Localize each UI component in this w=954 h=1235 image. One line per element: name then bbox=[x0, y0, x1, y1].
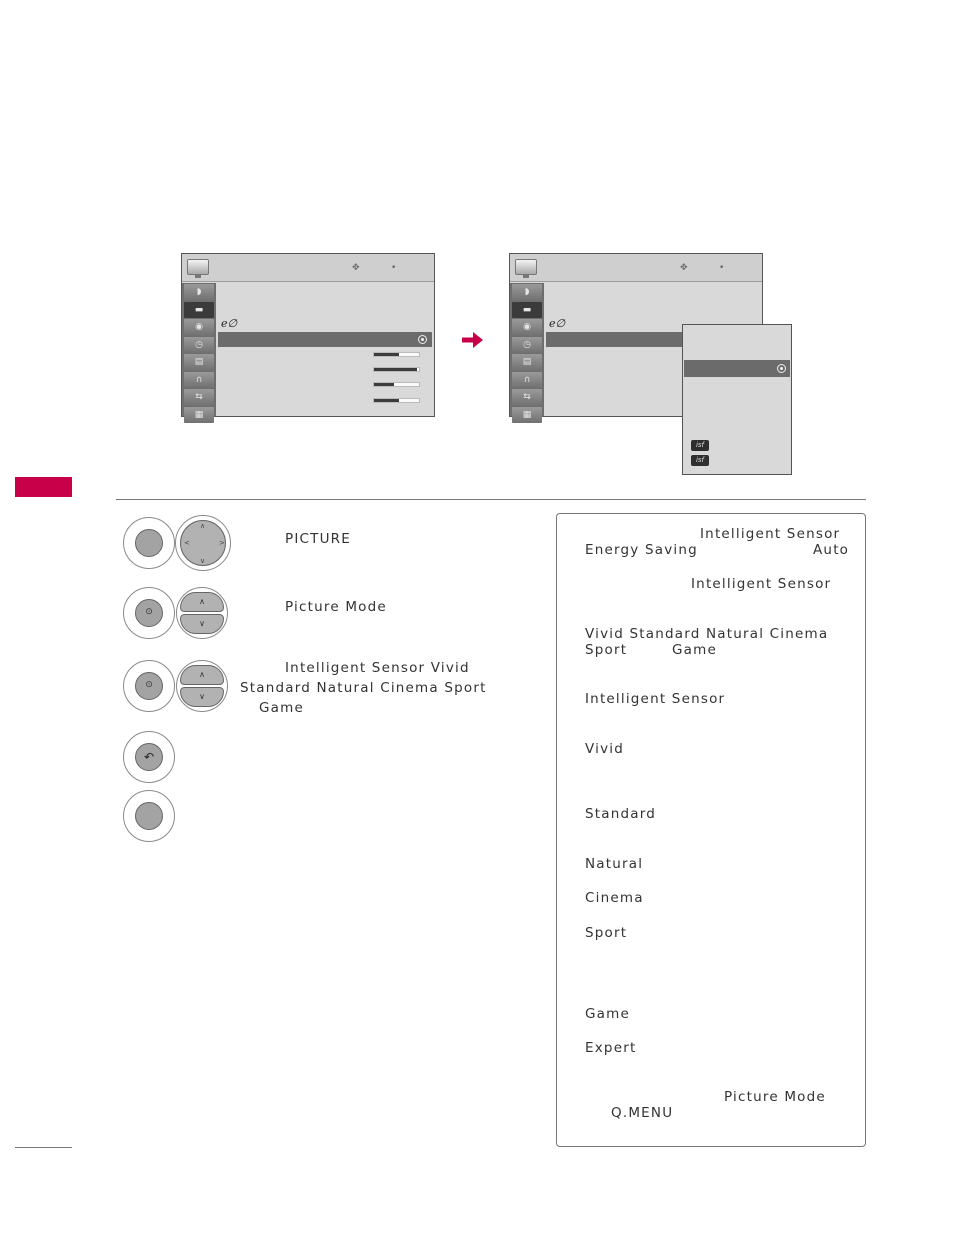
step-1-text: PICTURE bbox=[285, 531, 351, 547]
note-modes-game: Game bbox=[672, 642, 717, 658]
up-down-buttons[interactable] bbox=[176, 660, 228, 712]
option-icon: ▤ bbox=[184, 354, 214, 371]
note-intro-line-1: Intelligent Sensor bbox=[700, 526, 841, 542]
enter-icon: • bbox=[719, 263, 725, 273]
note-expert: Expert bbox=[585, 1040, 637, 1056]
level-bar bbox=[373, 398, 420, 403]
radio-selected-icon bbox=[777, 364, 786, 373]
menu-button[interactable] bbox=[123, 517, 175, 569]
navigation-pad[interactable] bbox=[175, 515, 231, 571]
note-vivid: Vivid bbox=[585, 741, 624, 757]
note-standard: Standard bbox=[585, 806, 657, 822]
up-arrow-icon: ∧ bbox=[200, 522, 206, 530]
enter-icon: ⊙ bbox=[145, 607, 153, 617]
energy-saving-icon: e∅ bbox=[221, 317, 238, 330]
menu-header bbox=[510, 254, 762, 282]
picture-icon: ▬ bbox=[512, 302, 542, 319]
note-intro-line-3: Intelligent Sensor bbox=[691, 576, 832, 592]
menu-header bbox=[182, 254, 434, 282]
down-arrow-icon: ∨ bbox=[199, 692, 205, 701]
step-3-line-3: Game bbox=[259, 700, 304, 716]
exit-button[interactable] bbox=[123, 790, 175, 842]
move-icon: ✥ bbox=[680, 263, 688, 273]
note-modes-sport: Sport bbox=[585, 642, 628, 658]
move-icon: ✥ bbox=[352, 263, 360, 273]
divider bbox=[15, 1147, 72, 1148]
up-arrow-icon: ∧ bbox=[199, 670, 205, 679]
right-arrow-icon: > bbox=[219, 539, 225, 547]
note-game: Game bbox=[585, 1006, 630, 1022]
down-arrow-icon: ∨ bbox=[200, 557, 206, 565]
picture-mode-popup bbox=[682, 324, 792, 475]
isf-icon: isf bbox=[691, 455, 709, 466]
usb-icon: ▦ bbox=[512, 407, 542, 424]
note-intro-auto: Auto bbox=[813, 542, 850, 558]
note-cinema: Cinema bbox=[585, 890, 644, 906]
energy-saving-icon: e∅ bbox=[549, 317, 566, 330]
up-down-buttons[interactable] bbox=[176, 587, 228, 639]
menu-sidebar bbox=[510, 283, 544, 420]
lock-icon: ∩ bbox=[512, 372, 542, 389]
step-2-text: Picture Mode bbox=[285, 599, 387, 615]
return-icon: ↶ bbox=[143, 750, 155, 764]
input-icon: ⇆ bbox=[184, 389, 214, 406]
note-intelligent-sensor: Intelligent Sensor bbox=[585, 691, 726, 707]
note-footer-qmenu: Q.MENU bbox=[611, 1105, 674, 1121]
audio-icon: ◉ bbox=[184, 319, 214, 336]
enter-icon: ⊙ bbox=[145, 680, 153, 690]
note-intro-energy-saving: Energy Saving bbox=[585, 542, 698, 558]
picture-menu-screen bbox=[181, 253, 435, 420]
radio-selected-icon bbox=[418, 335, 427, 344]
note-sport: Sport bbox=[585, 925, 628, 941]
enter-icon: • bbox=[391, 263, 397, 273]
divider bbox=[116, 499, 866, 500]
lock-icon: ∩ bbox=[184, 372, 214, 389]
level-bar bbox=[373, 352, 420, 357]
up-arrow-icon: ∧ bbox=[199, 597, 205, 606]
note-natural: Natural bbox=[585, 856, 644, 872]
step-3-line-2: Standard Natural Cinema Sport bbox=[240, 680, 487, 696]
arrow-right-icon bbox=[462, 332, 484, 348]
input-icon: ⇆ bbox=[512, 389, 542, 406]
level-bar bbox=[373, 382, 420, 387]
time-icon: ◷ bbox=[512, 337, 542, 354]
enter-button[interactable] bbox=[123, 660, 175, 712]
time-icon: ◷ bbox=[184, 337, 214, 354]
menu-sidebar bbox=[182, 283, 216, 420]
return-button[interactable] bbox=[123, 731, 175, 783]
level-bar bbox=[373, 367, 420, 372]
option-icon: ▤ bbox=[512, 354, 542, 371]
picture-mode-row[interactable] bbox=[218, 332, 432, 347]
audio-icon: ◉ bbox=[512, 319, 542, 336]
usb-icon: ▦ bbox=[184, 407, 214, 424]
note-modes-line-1: Vivid Standard Natural Cinema bbox=[585, 626, 829, 642]
isf-icon: isf bbox=[691, 440, 709, 451]
tv-icon bbox=[515, 259, 537, 275]
setup-icon: ◗ bbox=[184, 284, 214, 301]
picture-mode-row[interactable] bbox=[546, 332, 686, 347]
tv-icon bbox=[187, 259, 209, 275]
left-arrow-icon: < bbox=[184, 539, 190, 547]
step-3-line-1: Intelligent Sensor Vivid bbox=[285, 660, 470, 676]
enter-button[interactable] bbox=[123, 587, 175, 639]
setup-icon: ◗ bbox=[512, 284, 542, 301]
picture-icon: ▬ bbox=[184, 302, 214, 319]
down-arrow-icon: ∨ bbox=[199, 619, 205, 628]
section-tab bbox=[15, 477, 72, 497]
selected-mode-row[interactable] bbox=[684, 360, 790, 377]
note-footer-picture-mode: Picture Mode bbox=[724, 1089, 826, 1105]
